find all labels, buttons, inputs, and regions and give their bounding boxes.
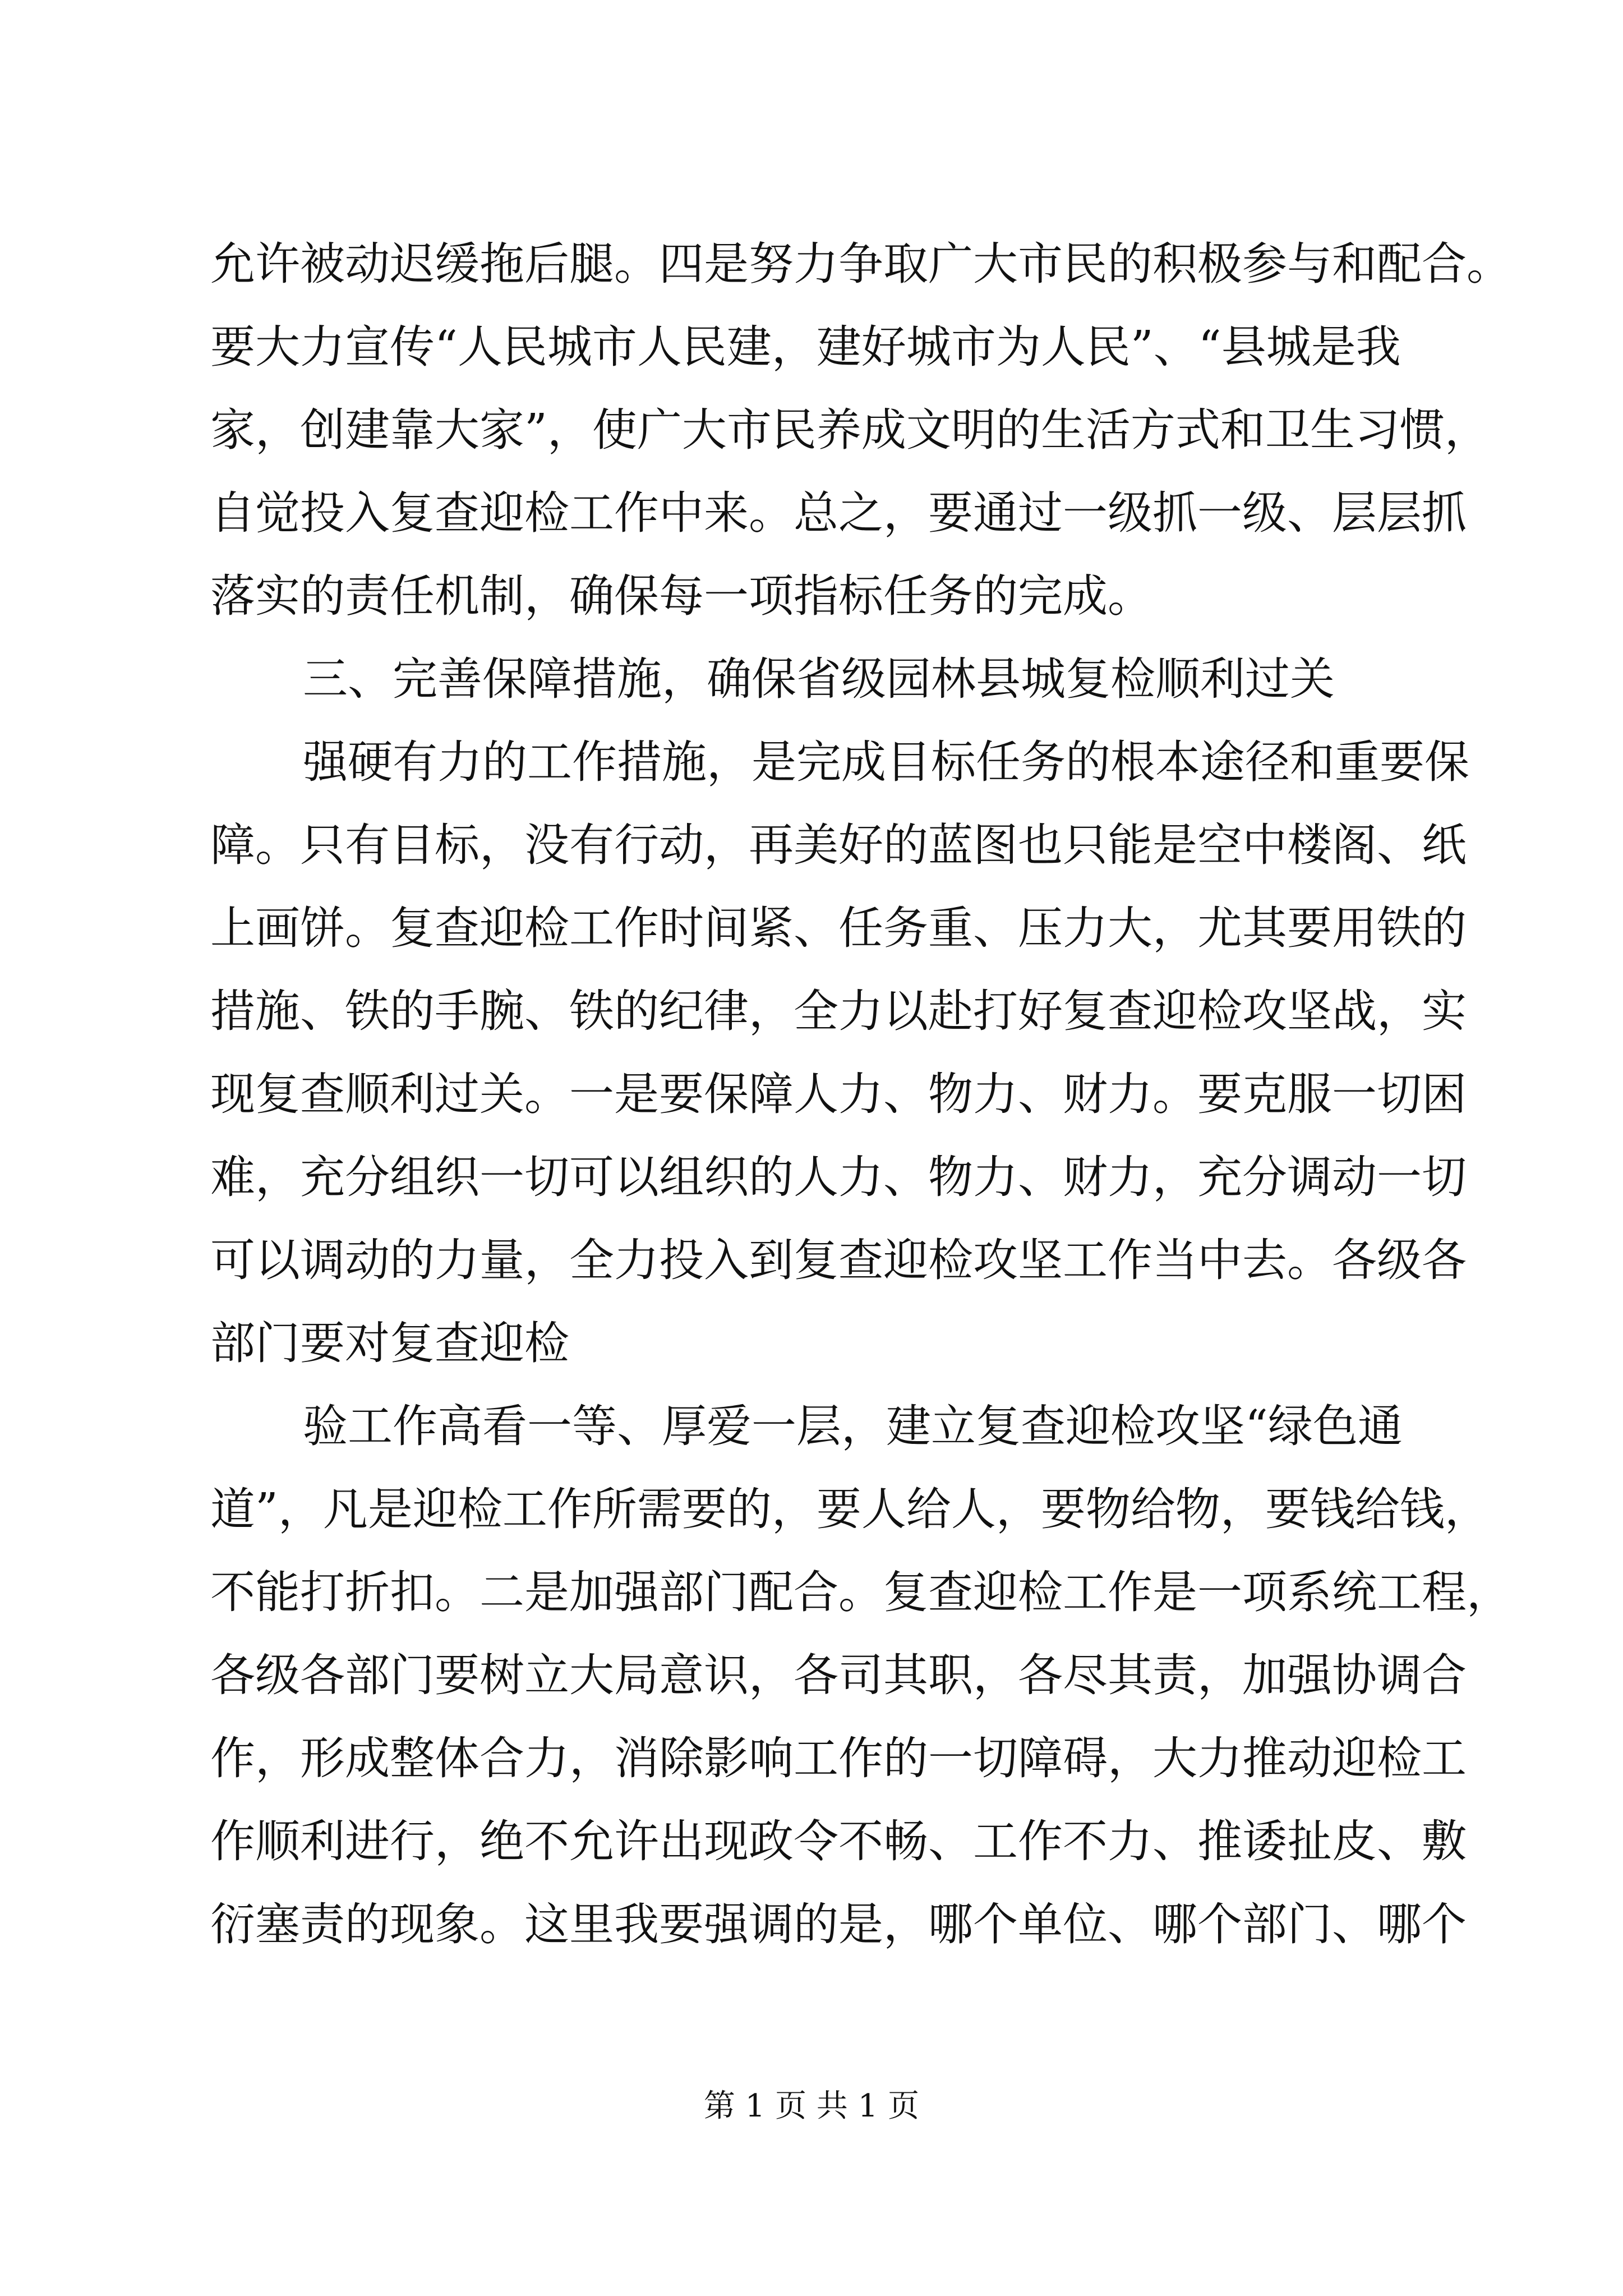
body-text-line: 要大力宣传“人民城市人民建，建好城市为人民”、“县城是我 — [210, 321, 1401, 373]
page-footer: 第 1 页 共 1 页 — [703, 2088, 920, 2124]
body-text-line: 作，形成整体合力，消除影响工作的一切障碍，大力推动迎检工 — [210, 1732, 1467, 1784]
body-text-line: 不能打折扣。二是加强部门配合。复查迎检工作是一项系统工程， — [210, 1566, 1511, 1618]
body-text-line: 道”，凡是迎检工作所需要的，要人给人，要物给物，要钱给钱， — [210, 1483, 1490, 1535]
body-text-line: 作顺利进行，绝不允许出现政令不畅、工作不力、推诿扯皮、敷 — [210, 1815, 1467, 1867]
body-text-line: 家，创建靠大家”，使广大市民养成文明的生活方式和卫生习惯， — [210, 404, 1490, 456]
body-text-line: 允许被动迟缓拖后腿。四是努力争取广大市民的积极参与和配合。 — [210, 238, 1511, 290]
body-text-line: 上画饼。复查迎检工作时间紧、任务重、压力大，尤其要用铁的 — [210, 902, 1467, 954]
body-text-line: 障。只有目标，没有行动，再美好的蓝图也只能是空中楼阁、纸 — [210, 819, 1467, 871]
body-text-line: 现复查顺利过关。一是要保障人力、物力、财力。要克服一切困 — [210, 1068, 1467, 1120]
body-text-line: 衍塞责的现象。这里我要强调的是，哪个单位、哪个部门、哪个 — [210, 1898, 1467, 1950]
body-text-line: 各级各部门要树立大局意识，各司其职，各尽其责，加强协调合 — [210, 1649, 1467, 1701]
body-text-line: 落实的责任机制，确保每一项指标任务的完成。 — [210, 570, 1152, 622]
body-text-line: 可以调动的力量，全力投入到复查迎检攻坚工作当中去。各级各 — [210, 1234, 1467, 1286]
body-text-line: 措施、铁的手腕、铁的纪律，全力以赴打好复查迎检攻坚战，实 — [210, 985, 1467, 1037]
body-text-line: 部门要对复查迎检 — [210, 1317, 569, 1369]
body-text-line: 验工作高看一等、厚爱一层，建立复查迎检攻坚“绿色通 — [303, 1400, 1403, 1452]
body-text-line: 难，充分组织一切可以组织的人力、物力、财力，充分调动一切 — [210, 1151, 1467, 1203]
body-text-line: 强硬有力的工作措施，是完成目标任务的根本途径和重要保 — [303, 736, 1469, 788]
body-text-line: 自觉投入复查迎检工作中来。总之，要通过一级抓一级、层层抓 — [210, 487, 1467, 539]
section-heading: 三、完善保障措施，确保省级园林县城复检顺利过关 — [303, 653, 1335, 705]
